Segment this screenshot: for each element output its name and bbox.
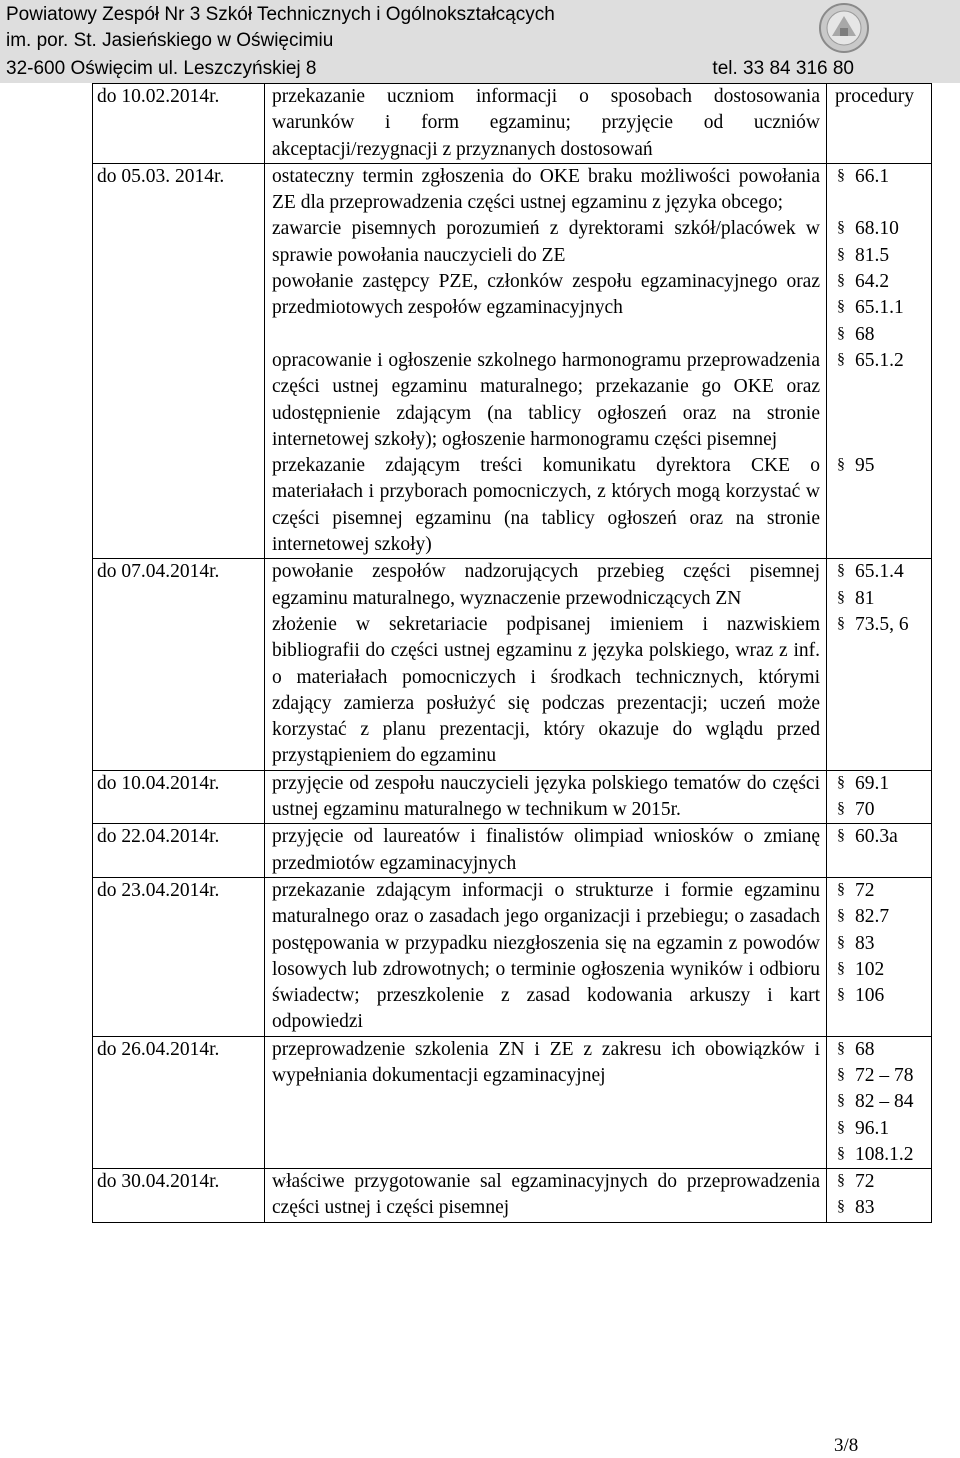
schedule-date: do 30.04.2014r. (93, 1169, 265, 1223)
schedule-row (93, 1036, 932, 1168)
section-mark-icon: § (837, 773, 845, 791)
legal-ref-text: 83 (855, 932, 875, 954)
schedule-refs (827, 559, 932, 770)
legal-ref-text: 72 – 78 (855, 1064, 914, 1086)
section-mark-icon: § (837, 1065, 845, 1083)
schedule-tasks (265, 770, 827, 824)
school-emblem-icon (818, 2, 870, 54)
section-mark-icon: § (837, 1144, 845, 1162)
schedule-row (93, 84, 932, 164)
legal-ref (835, 904, 931, 930)
legal-ref-text: 81.5 (855, 244, 890, 266)
schedule-tasks (265, 1169, 827, 1223)
legal-ref (835, 1089, 931, 1115)
legal-ref (835, 243, 931, 269)
section-mark-icon: § (837, 562, 845, 580)
legal-ref (835, 1063, 931, 1089)
section-mark-icon: § (837, 1039, 845, 1057)
ref-group (835, 453, 931, 479)
task-item: powołanie zespołów nadzorujących przebieg części pisemnej egzaminu maturalnego, wyznaczenie przewodniczących ZN (272, 561, 820, 609)
legal-ref (835, 348, 931, 374)
ref-group (835, 824, 931, 850)
legal-ref (835, 771, 931, 797)
task-item: powołanie zastępcy PZE, członków zespołu egzaminacyjnego oraz przedmiotowych zespołów egzaminacyjnych (272, 271, 820, 319)
schedule-refs (827, 163, 932, 558)
legal-ref-text: 72 (855, 879, 875, 901)
schedule-date: do 10.02.2014r. (93, 84, 265, 164)
section-mark-icon: § (837, 1198, 845, 1216)
legal-ref-text: 68.10 (855, 218, 899, 240)
task-item: przekazanie uczniom informacji o sposobach dostosowania warunków i form egzaminu; przyjęcie od uczniów akceptacji/rezygnacji z przyznanych dostosowań (272, 86, 820, 160)
legal-ref (835, 295, 931, 321)
legal-ref-text: 65.1.2 (855, 349, 904, 371)
schedule-row (93, 824, 932, 878)
ref-group (835, 348, 931, 374)
legal-ref-text: 82.7 (855, 906, 890, 928)
ref-group (835, 269, 931, 348)
legal-ref (835, 1116, 931, 1142)
section-mark-icon: § (837, 588, 845, 606)
legal-ref-text: 68 (855, 323, 875, 345)
schedule-date: do 26.04.2014r. (93, 1036, 265, 1168)
section-mark-icon: § (837, 907, 845, 925)
schedule-date: do 07.04.2014r. (93, 559, 265, 770)
legal-ref-text: 108.1.2 (855, 1143, 914, 1165)
section-mark-icon: § (837, 1172, 845, 1190)
section-mark-icon: § (837, 933, 845, 951)
task-item: przyjęcie od zespołu nauczycieli języka polskiego tematów do części ustnej egzaminu maturalnego w technikum w 2015r. (272, 772, 820, 821)
schedule-tasks (265, 824, 827, 878)
schedule-date: do 05.03. 2014r. (93, 163, 265, 558)
task-item: właściwe przygotowanie sal egzaminacyjnych do przeprowadzenia części ustnej i części pisemnej (272, 1171, 820, 1219)
schedule-tasks (265, 559, 827, 770)
section-mark-icon: § (837, 350, 845, 368)
page-number: 3/8 (834, 1435, 859, 1456)
schedule-tasks (265, 84, 827, 164)
section-mark-icon: § (837, 880, 845, 898)
section-mark-icon: § (837, 324, 845, 342)
schedule-date: do 10.04.2014r. (93, 770, 265, 824)
section-mark-icon: § (837, 298, 845, 316)
task-item: zawarcie pisemnych porozumień z dyrektorami szkół/placówek w sprawie powołania nauczycieli do ZE (272, 218, 820, 266)
ref-group (835, 878, 931, 1009)
legal-ref (835, 612, 931, 638)
school-phone: tel. 33 84 316 80 (712, 58, 854, 79)
legal-ref-text: 83 (855, 1197, 875, 1219)
legal-ref-text: 96.1 (855, 1117, 890, 1139)
legal-ref (835, 931, 931, 957)
ref-group (835, 1169, 931, 1222)
legal-ref (835, 586, 931, 612)
section-mark-icon: § (837, 1118, 845, 1136)
legal-ref-text: 64.2 (855, 271, 890, 293)
schedule-row (93, 770, 932, 824)
legal-ref-text: 66.1 (855, 165, 890, 187)
section-mark-icon: § (837, 800, 845, 818)
task-item: przekazanie zdającym informacji o strukturze i formie egzaminu maturalnego oraz o zasadach jego organizacji i przebiegu; o zasadach postępowania w przypadku niezgłoszenia się na egzamin z powodów losowych lub zdrowotnych; o terminie ogłoszenia wyników i odbioru świadectw; przeszkolenie z zasad kodowania arkuszy i kart odpowiedzi (272, 879, 820, 1033)
page-header (0, 0, 960, 83)
legal-ref-text: 65.1.4 (855, 561, 904, 583)
legal-ref (835, 957, 931, 983)
legal-ref (835, 164, 931, 190)
schedule-refs (827, 877, 932, 1036)
section-mark-icon: § (837, 166, 845, 184)
legal-ref (835, 824, 931, 850)
legal-ref-text: 72 (855, 1171, 875, 1193)
section-mark-icon: § (837, 959, 845, 977)
schedule-row (93, 163, 932, 558)
legal-ref-text: 102 (855, 958, 885, 980)
schedule-row (93, 877, 932, 1036)
schedule-tasks (265, 163, 827, 558)
ref-group (835, 164, 931, 190)
legal-ref (835, 1195, 931, 1221)
procedure-label: procedury (835, 86, 915, 107)
ref-group (835, 1037, 931, 1168)
school-patron: im. por. St. Jasieńskiego w Oświęcimiu (6, 30, 334, 51)
schedule-row (93, 1169, 932, 1223)
task-item: przekazanie zdającym treści komunikatu dyrektora CKE o materiałach i przyborach pomocniczych, z których mogą korzystać w części pisemnej egzaminu (na tablicy ogłoszeń oraz na stronie internetowej szkoły) (272, 455, 820, 556)
school-address: 32-600 Oświęcim ul. Leszczyńskiej 8 (6, 58, 317, 79)
legal-ref-text: 73.5, 6 (855, 613, 909, 635)
schedule-refs (827, 824, 932, 878)
ref-group (835, 612, 931, 638)
legal-ref-text: 81 (855, 587, 875, 609)
section-mark-icon: § (837, 986, 845, 1004)
task-item: przyjęcie od laureatów i finalistów olimpiad wniosków o zmianę przedmiotów egzaminacyjnych (272, 826, 820, 874)
school-name: Powiatowy Zespół Nr 3 Szkół Technicznych i Ogólnokształcących (6, 4, 555, 25)
section-mark-icon: § (837, 245, 845, 263)
legal-ref (835, 1169, 931, 1195)
section-mark-icon: § (837, 1092, 845, 1110)
legal-ref-text: 68 (855, 1038, 875, 1060)
schedule-refs (827, 1036, 932, 1168)
schedule-table (92, 83, 932, 1223)
legal-ref-text: 60.3a (855, 826, 898, 848)
section-mark-icon: § (837, 827, 845, 845)
legal-ref (835, 983, 931, 1009)
schedule-refs (827, 84, 932, 164)
legal-ref (835, 1142, 931, 1168)
legal-ref (835, 269, 931, 295)
task-item: złożenie w sekretariacie podpisanej imieniem i nazwiskiem bibliografii do części ustnej egzaminu z języka polskiego, wraz z inf. o materiałach pomocniczych i środkach technicznych, którymi zdający zamierza posłużyć się podczas prezentacji; uczeń może korzystać z planu prezentacji, który okazuje do wglądu przed przystąpieniem do egzaminu (272, 613, 820, 767)
schedule-date: do 22.04.2014r. (93, 824, 265, 878)
legal-ref-text: 65.1.1 (855, 297, 904, 319)
legal-ref (835, 453, 931, 479)
legal-ref (835, 878, 931, 904)
schedule-date: do 23.04.2014r. (93, 877, 265, 1036)
section-mark-icon: § (837, 614, 845, 632)
legal-ref-text: 106 (855, 985, 885, 1007)
legal-ref (835, 216, 931, 242)
legal-ref-text: 95 (855, 455, 875, 477)
section-mark-icon: § (837, 456, 845, 474)
section-mark-icon: § (837, 272, 845, 290)
legal-ref-text: 82 – 84 (855, 1091, 914, 1113)
task-item: ostateczny termin zgłoszenia do OKE braku możliwości powołania ZE dla przeprowadzenia części ustnej egzaminu z języka obcego; (272, 165, 820, 214)
legal-ref-text: 70 (855, 799, 875, 821)
legal-ref (835, 559, 931, 585)
schedule-refs (827, 1169, 932, 1223)
legal-ref (835, 322, 931, 348)
task-item: opracowanie i ogłoszenie szkolnego harmonogramu przeprowadzenia części ustnej egzaminu maturalnego; przekazanie go OKE oraz udostępnienie zdającym (na tablicy ogłoszeń oraz na stronie internetowej szkoły); ogłoszenie harmonogramu części pisemnej (272, 349, 820, 450)
ref-group (835, 559, 931, 612)
schedule-refs (827, 770, 932, 824)
schedule-row (93, 559, 932, 770)
ref-group (835, 216, 931, 269)
section-mark-icon: § (837, 219, 845, 237)
schedule-tasks (265, 877, 827, 1036)
schedule-tasks (265, 1036, 827, 1168)
legal-ref (835, 1037, 931, 1063)
legal-ref-text: 69.1 (855, 772, 890, 794)
task-item: przeprowadzenie szkolenia ZN i ZE z zakresu ich obowiązków i wypełniania dokumentacji egzaminacyjnej (272, 1038, 820, 1086)
ref-group (835, 771, 931, 824)
legal-ref (835, 797, 931, 823)
